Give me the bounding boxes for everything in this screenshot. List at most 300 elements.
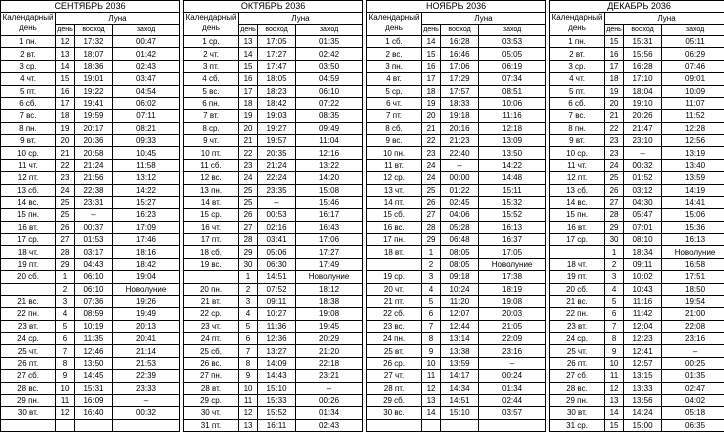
day-cell: 8 ср. xyxy=(184,122,239,134)
moon-day-cell: 14 xyxy=(56,60,75,72)
day-cell: 27 сб. xyxy=(1,370,56,382)
moonset-cell: 19:26 xyxy=(113,295,180,307)
table-row xyxy=(184,147,363,159)
moon-day-cell: 2 xyxy=(239,283,258,295)
moon-day-cell: 2 xyxy=(605,258,624,270)
moonset-cell: 00:26 xyxy=(296,394,363,406)
day-cell: 2 вт. xyxy=(1,48,56,60)
day-cell: 3 ср. xyxy=(1,60,56,72)
day-cell: 6 пн. xyxy=(184,97,239,109)
moon-day-cell: 23 xyxy=(56,172,75,184)
moonset-cell: 13:22 xyxy=(296,159,363,171)
day-cell: 19 пт. xyxy=(1,258,56,270)
table-row xyxy=(1,159,180,171)
moon-day-cell: 2 xyxy=(56,283,75,295)
table-row xyxy=(367,357,546,369)
moonset-cell: 20:03 xyxy=(479,308,546,320)
day-cell: 3 пн. xyxy=(367,60,422,72)
moonset-cell: 23:16 xyxy=(662,333,724,345)
table-row xyxy=(550,407,724,419)
table-row xyxy=(184,394,363,406)
day-cell: 7 вт. xyxy=(184,110,239,122)
day-cell: 26 ср. xyxy=(367,357,422,369)
moonrise-cell: 06:10 xyxy=(75,283,113,295)
table-row xyxy=(367,320,546,332)
moonrise-cell: 20:26 xyxy=(624,110,662,122)
moon-day-cell: 26 xyxy=(422,196,441,208)
header-moon-day: день xyxy=(605,25,624,36)
moonset-cell: 17:46 xyxy=(113,234,180,246)
moonrise-cell: 16:46 xyxy=(441,48,479,60)
day-cell: 31 ср. xyxy=(550,419,605,431)
moon-day-cell: 14 xyxy=(605,407,624,419)
moonset-cell: 18:12 xyxy=(296,283,363,295)
moonset-cell: 11:07 xyxy=(662,97,724,109)
moonrise-cell: 20:36 xyxy=(75,135,113,147)
moon-day-cell: 15 xyxy=(605,36,624,48)
moonrise-cell: 23:31 xyxy=(75,196,113,208)
moonrise-cell: 07:36 xyxy=(75,295,113,307)
moon-day-cell: 13 xyxy=(422,394,441,406)
moonrise-cell: 14:51 xyxy=(258,271,296,283)
day-cell: 2 вт. xyxy=(550,48,605,60)
moonrise-cell: – xyxy=(624,147,662,159)
table-row xyxy=(367,147,546,159)
table-row xyxy=(184,234,363,246)
moonset-cell: 05:18 xyxy=(662,407,724,419)
month-title: ОКТЯБРЬ 2036 xyxy=(184,1,363,13)
moonset-cell: 02:43 xyxy=(113,60,180,72)
day-cell: 21 вс. xyxy=(550,295,605,307)
table-row xyxy=(550,110,724,122)
moon-day-cell: 28 xyxy=(422,221,441,233)
moonrise-cell: 13:56 xyxy=(624,394,662,406)
table-row xyxy=(184,196,363,208)
table-row xyxy=(550,357,724,369)
table-row xyxy=(1,122,180,134)
moonset-cell: 04:02 xyxy=(662,394,724,406)
table-row xyxy=(184,135,363,147)
day-cell: 8 пн. xyxy=(1,122,56,134)
moonset-cell: 02:42 xyxy=(296,48,363,60)
moonset-cell: 14:41 xyxy=(662,196,724,208)
moon-day-cell: 18 xyxy=(56,110,75,122)
moonrise-cell: 16:11 xyxy=(258,419,296,431)
moonset-cell: 00:24 xyxy=(479,370,546,382)
table-row xyxy=(550,345,724,357)
table-row xyxy=(184,172,363,184)
moon-day-cell: 11 xyxy=(56,394,75,406)
moonrise-cell: 18:36 xyxy=(75,60,113,72)
moonset-cell: 00:25 xyxy=(662,357,724,369)
moonset-cell: 17:49 xyxy=(296,258,363,270)
header-moonset: заход xyxy=(296,25,363,36)
day-cell: 31 пт. xyxy=(184,419,239,431)
table-row xyxy=(1,333,180,345)
day-cell: 12 ср. xyxy=(367,172,422,184)
day-cell: 8 пн. xyxy=(550,122,605,134)
day-cell: 16 вт. xyxy=(1,221,56,233)
table-row xyxy=(1,357,180,369)
day-cell: 5 пт. xyxy=(550,85,605,97)
moonrise-cell: 10:43 xyxy=(624,283,662,295)
table-row xyxy=(1,147,180,159)
moonrise-cell: 11:35 xyxy=(75,333,113,345)
moonrise-cell: 19:03 xyxy=(258,110,296,122)
day-cell: 13 сб. xyxy=(1,184,56,196)
table-row xyxy=(184,295,363,307)
moon-day-cell: 10 xyxy=(56,382,75,394)
moonset-cell: 12:28 xyxy=(662,122,724,134)
moon-day-cell: 23 xyxy=(605,135,624,147)
moonset-cell: 18:16 xyxy=(113,246,180,258)
table-row xyxy=(367,60,546,72)
table-row xyxy=(367,394,546,406)
moonrise-cell: 00:32 xyxy=(624,159,662,171)
moonrise-cell: 15:00 xyxy=(624,419,662,431)
day-cell: 22 ср. xyxy=(184,308,239,320)
table-row xyxy=(1,110,180,122)
moon-day-cell: 23 xyxy=(239,159,258,171)
moonset-cell: Новолуние xyxy=(296,271,363,283)
header-calendar-day: Календарный день xyxy=(550,13,605,36)
moonset-cell: 02:44 xyxy=(479,394,546,406)
table-row xyxy=(550,246,724,258)
moonset-cell: 09:01 xyxy=(662,73,724,85)
moon-day-cell: 3 xyxy=(605,271,624,283)
moon-day-cell: 29 xyxy=(605,221,624,233)
day-cell: 25 вт. xyxy=(367,345,422,357)
moonrise-cell: 05:47 xyxy=(624,209,662,221)
day-cell: 26 пт. xyxy=(550,357,605,369)
table-row xyxy=(1,135,180,147)
moonrise-cell: 08:05 xyxy=(441,246,479,258)
day-cell: 16 вс. xyxy=(367,221,422,233)
day-cell xyxy=(367,258,422,270)
moon-day-cell: 19 xyxy=(422,97,441,109)
moon-day-cell: 25 xyxy=(56,209,75,221)
day-cell: 11 вт. xyxy=(367,159,422,171)
moon-day-cell: 29 xyxy=(239,246,258,258)
table-row xyxy=(550,333,724,345)
moonrise-cell: 19:10 xyxy=(624,97,662,109)
day-cell: 28 пт. xyxy=(367,382,422,394)
header-moon: Луна xyxy=(239,13,363,25)
moonset-cell: 22:09 xyxy=(479,333,546,345)
table-row xyxy=(367,295,546,307)
moonset-cell: 13:59 xyxy=(662,172,724,184)
day-cell: 27 сб. xyxy=(550,370,605,382)
moonrise-cell: 13:14 xyxy=(441,333,479,345)
day-cell: 25 сб. xyxy=(184,345,239,357)
moonset-cell: 16:43 xyxy=(296,221,363,233)
moon-day-cell: 13 xyxy=(239,36,258,48)
moonset-cell: 17:38 xyxy=(479,271,546,283)
moon-day-cell: 3 xyxy=(422,271,441,283)
moon-day-cell: 21 xyxy=(422,122,441,134)
table-row xyxy=(550,147,724,159)
moon-day-cell: 4 xyxy=(56,308,75,320)
moonrise-cell: 00:00 xyxy=(441,172,479,184)
day-cell: 1 сб. xyxy=(367,36,422,48)
day-cell: 12 пт. xyxy=(1,172,56,184)
moon-day-cell: 5 xyxy=(422,295,441,307)
table-row xyxy=(367,246,546,258)
day-cell: 14 пт. xyxy=(367,196,422,208)
moon-day-cell: 4 xyxy=(239,308,258,320)
moon-day-cell: 11 xyxy=(422,370,441,382)
day-cell: 1 пн. xyxy=(550,36,605,48)
day-cell: 7 вс. xyxy=(1,110,56,122)
moonset-cell: – xyxy=(479,357,546,369)
moonrise-cell: 17:27 xyxy=(258,48,296,60)
table-row xyxy=(550,308,724,320)
table-row xyxy=(184,308,363,320)
moon-day-cell: 11 xyxy=(605,370,624,382)
table-row xyxy=(184,333,363,345)
table-row xyxy=(367,419,546,431)
moonset-cell: 16:37 xyxy=(479,234,546,246)
header-calendar-day: Календарный день xyxy=(367,13,422,36)
day-cell: 25 чт. xyxy=(1,345,56,357)
day-cell: 28 вт. xyxy=(184,382,239,394)
moonset-cell: 13:12 xyxy=(113,172,180,184)
table-row xyxy=(1,345,180,357)
day-cell: 24 пн. xyxy=(367,333,422,345)
table-row xyxy=(550,159,724,171)
moonset-cell: 12:18 xyxy=(479,122,546,134)
moon-day-cell: 8 xyxy=(422,333,441,345)
moon-day-cell: 16 xyxy=(605,48,624,60)
day-cell: 17 пт. xyxy=(184,234,239,246)
moon-day-cell: 1 xyxy=(56,271,75,283)
moon-day-cell: 3 xyxy=(56,295,75,307)
day-cell: 11 сб. xyxy=(184,159,239,171)
table-row xyxy=(550,184,724,196)
table-row xyxy=(550,370,724,382)
day-cell: 2 чт. xyxy=(184,48,239,60)
table-row xyxy=(550,295,724,307)
moon-day-cell: 7 xyxy=(422,320,441,332)
moonrise-cell: 10:19 xyxy=(75,320,113,332)
moonrise-cell: 14:51 xyxy=(441,394,479,406)
moonset-cell: 15:08 xyxy=(296,184,363,196)
moonrise-cell xyxy=(75,419,113,431)
moonrise-cell: 15:10 xyxy=(441,407,479,419)
table-row xyxy=(184,320,363,332)
moon-day-cell: 23 xyxy=(422,147,441,159)
table-row xyxy=(550,221,724,233)
day-cell: 3 пт. xyxy=(184,60,239,72)
day-cell: 20 пн. xyxy=(184,283,239,295)
moonset-cell: 15:46 xyxy=(296,196,363,208)
moonrise-cell: 18:42 xyxy=(258,97,296,109)
moonrise-cell: 18:34 xyxy=(624,246,662,258)
moonrise-cell: – xyxy=(441,159,479,171)
moonrise-cell: 15:52 xyxy=(258,407,296,419)
table-row xyxy=(1,184,180,196)
table-row xyxy=(1,36,180,48)
moonset-cell: 22:39 xyxy=(113,370,180,382)
moon-day-cell: 16 xyxy=(56,85,75,97)
day-cell: 22 пн. xyxy=(550,308,605,320)
moonrise-cell: 02:45 xyxy=(441,196,479,208)
moonrise-cell: 14:17 xyxy=(441,370,479,382)
day-cell: 14 вс. xyxy=(550,196,605,208)
table-row xyxy=(1,73,180,85)
moonrise-cell: 10:27 xyxy=(258,308,296,320)
table-row xyxy=(1,48,180,60)
moonset-cell: 07:46 xyxy=(662,60,724,72)
table-row xyxy=(367,333,546,345)
day-cell xyxy=(184,271,239,283)
day-cell: 8 сб. xyxy=(367,122,422,134)
table-row xyxy=(367,172,546,184)
moonset-cell: 06:02 xyxy=(113,97,180,109)
moonrise-cell: 21:24 xyxy=(258,159,296,171)
day-cell: 14 вт. xyxy=(184,196,239,208)
moonset-cell: Новолуние xyxy=(479,258,546,270)
moonset-cell: 20:41 xyxy=(113,333,180,345)
moon-day-cell: 18 xyxy=(239,97,258,109)
table-row xyxy=(1,234,180,246)
moonrise-cell: 19:18 xyxy=(441,110,479,122)
moon-day-cell: 6 xyxy=(239,333,258,345)
moonset-cell: 21:05 xyxy=(479,320,546,332)
moonrise-cell: 13:15 xyxy=(624,370,662,382)
moon-day-cell: 20 xyxy=(56,135,75,147)
table-row xyxy=(1,394,180,406)
moonrise-cell: 13:38 xyxy=(441,345,479,357)
moonset-cell: 18:50 xyxy=(662,283,724,295)
moon-day-cell: 26 xyxy=(605,184,624,196)
moon-day-cell: 25 xyxy=(422,184,441,196)
table-row xyxy=(550,234,724,246)
day-cell: 11 чт. xyxy=(1,159,56,171)
moon-day-cell: 24 xyxy=(422,172,441,184)
table-row xyxy=(184,221,363,233)
moonset-cell xyxy=(113,419,180,431)
moon-day-cell: 1 xyxy=(422,246,441,258)
moonrise-cell: 09:18 xyxy=(441,271,479,283)
table-row xyxy=(367,283,546,295)
day-cell: 15 пн. xyxy=(1,209,56,221)
moon-day-cell: 25 xyxy=(56,196,75,208)
moon-day-cell: 15 xyxy=(422,48,441,60)
moon-day-cell: 29 xyxy=(422,234,441,246)
day-cell: 10 ср. xyxy=(1,147,56,159)
day-cell: 17 пн. xyxy=(367,234,422,246)
moonrise-cell: 20:17 xyxy=(75,122,113,134)
moon-day-cell: 19 xyxy=(239,110,258,122)
day-cell: 5 вс. xyxy=(184,85,239,97)
moon-day-cell: 19 xyxy=(56,122,75,134)
moonrise-cell: 16:28 xyxy=(624,60,662,72)
moon-day-cell: 25 xyxy=(605,172,624,184)
moonset-cell: 10:09 xyxy=(662,85,724,97)
moonrise-cell: 23:35 xyxy=(258,184,296,196)
table-row xyxy=(367,184,546,196)
moon-day-cell: 10 xyxy=(422,357,441,369)
moonrise-cell: 14:43 xyxy=(258,370,296,382)
moonrise-cell: 16:28 xyxy=(441,36,479,48)
moon-day-cell: 21 xyxy=(605,110,624,122)
table-row xyxy=(1,209,180,221)
table-row xyxy=(1,85,180,97)
day-cell: 24 пт. xyxy=(184,333,239,345)
moonset-cell: 22:18 xyxy=(296,357,363,369)
table-row xyxy=(184,36,363,48)
moonrise-cell: 13:59 xyxy=(441,357,479,369)
header-moonrise: восход xyxy=(258,25,296,36)
day-cell: 22 пн. xyxy=(1,308,56,320)
moon-day-cell: 29 xyxy=(56,258,75,270)
moonrise-cell: 15:33 xyxy=(258,394,296,406)
moon-day-cell: 15 xyxy=(605,419,624,431)
moon-day-cell: 24 xyxy=(56,184,75,196)
moonset-cell: 15:11 xyxy=(479,184,546,196)
moon-day-cell: 30 xyxy=(239,258,258,270)
moonset-cell: 01:34 xyxy=(296,407,363,419)
day-cell: 28 вс. xyxy=(550,382,605,394)
moonset-cell: 06:19 xyxy=(479,60,546,72)
moonrise-cell: 13:27 xyxy=(258,345,296,357)
day-cell: 6 чт. xyxy=(367,97,422,109)
moon-day-cell: 12 xyxy=(605,382,624,394)
moon-day-cell: 16 xyxy=(422,60,441,72)
moonrise-cell: 19:57 xyxy=(258,135,296,147)
day-cell: 15 сб. xyxy=(367,209,422,221)
moonrise-cell: 21:24 xyxy=(75,159,113,171)
moonrise-cell: 12:07 xyxy=(441,308,479,320)
moonset-cell: 13:40 xyxy=(662,159,724,171)
moonrise-cell: 23:10 xyxy=(624,135,662,147)
table-row xyxy=(1,97,180,109)
moonset-cell: 22:08 xyxy=(662,320,724,332)
moonset-cell: Новолуние xyxy=(662,246,724,258)
moonset-cell: 14:22 xyxy=(113,184,180,196)
moonrise-cell: 17:57 xyxy=(441,85,479,97)
table-row xyxy=(367,370,546,382)
moonset-cell: 16:58 xyxy=(662,258,724,270)
day-cell: 30 вт. xyxy=(1,407,56,419)
moonset-cell: 23:16 xyxy=(479,345,546,357)
table-row xyxy=(184,419,363,431)
moonrise-cell: 14:45 xyxy=(75,370,113,382)
moonrise-cell: 10:24 xyxy=(441,283,479,295)
moonrise-cell: 09:11 xyxy=(258,295,296,307)
moonset-cell: 00:32 xyxy=(113,407,180,419)
day-cell: 9 вт. xyxy=(1,135,56,147)
month-table xyxy=(366,0,546,432)
table-row xyxy=(1,246,180,258)
moonrise-cell: 15:31 xyxy=(75,382,113,394)
moonrise-cell: 21:23 xyxy=(441,135,479,147)
moon-day-cell: 12 xyxy=(239,407,258,419)
moonrise-cell: 00:37 xyxy=(75,221,113,233)
moon-day-cell: 8 xyxy=(605,333,624,345)
moonrise-cell: 13:33 xyxy=(624,382,662,394)
table-row xyxy=(184,357,363,369)
moon-day-cell: 28 xyxy=(56,246,75,258)
table-row xyxy=(367,110,546,122)
moonset-cell: 23:33 xyxy=(113,382,180,394)
day-cell: 29 пн. xyxy=(1,394,56,406)
moonrise-cell: 17:47 xyxy=(258,60,296,72)
moonrise-cell: 15:10 xyxy=(258,382,296,394)
moonset-cell: Новолуние xyxy=(113,283,180,295)
moonset-cell: 09:33 xyxy=(113,135,180,147)
